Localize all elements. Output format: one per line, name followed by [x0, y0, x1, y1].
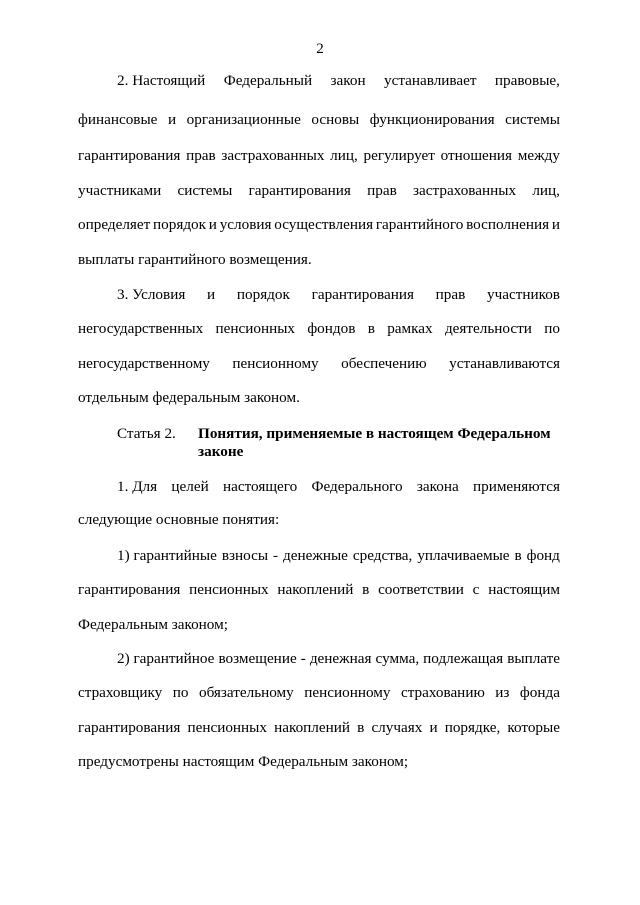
word: по [172, 684, 189, 701]
word: участников [486, 286, 560, 303]
article-title [198, 425, 568, 461]
word: фонд [526, 547, 560, 564]
word: подлежащая [423, 650, 504, 667]
word: страховщику [78, 684, 163, 701]
word: выплате [507, 650, 560, 667]
word: которые [507, 719, 560, 736]
item-2-line-3 [78, 719, 560, 737]
word: деятельности [444, 320, 532, 337]
word: участниками [78, 182, 162, 199]
word: соответствии [378, 581, 464, 598]
word: правовые, [494, 72, 560, 89]
word: денежная [309, 650, 372, 667]
word: возмещение [218, 650, 297, 667]
word: пенсионных [187, 719, 267, 736]
word: - [300, 650, 306, 667]
word: и [207, 286, 216, 303]
word: пенсионному [304, 684, 391, 701]
word: уплачиваемые [417, 547, 510, 564]
article-label: Статья 2. [117, 425, 176, 442]
word: настоящего [222, 478, 298, 495]
word: лиц, [532, 182, 560, 199]
word: по [544, 320, 560, 337]
word: сумма, [375, 650, 420, 667]
word: в [514, 547, 522, 564]
word: и [551, 216, 560, 233]
word: восполнения [466, 216, 550, 233]
word: отношения [440, 147, 513, 164]
word: 3. Условия [117, 286, 186, 303]
word: пенсионных [215, 320, 296, 337]
word: финансовые [78, 111, 158, 128]
word: закона [416, 478, 459, 495]
word: порядке, [444, 719, 501, 736]
word: закон [330, 72, 366, 89]
word: обязательному [198, 684, 294, 701]
paragraph-a2-1-line-2: следующие основные понятия: [78, 511, 280, 528]
word: целей [171, 478, 209, 495]
word: и [208, 216, 217, 233]
word: гарантирования [311, 286, 414, 303]
article-title-line-1: Понятия, применяемые в настоящем Федеральном [198, 425, 551, 442]
word: застрахованных [413, 182, 517, 199]
paragraph-3-line-1 [117, 286, 560, 304]
word: настоящим [488, 581, 560, 598]
word: пенсионных [189, 581, 269, 598]
word: гарантирования [78, 719, 181, 736]
word: с [472, 581, 480, 598]
word: между [517, 147, 560, 164]
word: прав [367, 182, 397, 199]
word: накоплений [274, 719, 351, 736]
word: гарантирования [248, 182, 351, 199]
word: негосударственных [78, 320, 204, 337]
paragraph-2-line-1 [117, 72, 560, 90]
word: Федерального [311, 478, 403, 495]
word: регулирует [363, 147, 435, 164]
word: функционирования [369, 111, 495, 128]
paragraph-2-line-6: выплаты гарантийного возмещения. [78, 251, 312, 268]
word: - [272, 547, 279, 564]
word: гарантийного [375, 216, 464, 233]
word: страхованию [400, 684, 485, 701]
paragraph-2-line-2 [78, 111, 560, 129]
word: организационные [186, 111, 301, 128]
word: пенсионному [232, 355, 319, 372]
item-2-line-2 [78, 684, 560, 702]
word: фонда [519, 684, 560, 701]
word: устанавливает [383, 72, 477, 89]
word: обеспечению [341, 355, 427, 372]
word: в [357, 719, 365, 736]
word: порядок [236, 286, 290, 303]
word: устанавливаются [449, 355, 560, 372]
word: Федеральный [223, 72, 313, 89]
word: осуществления [274, 216, 374, 233]
word: накоплений [277, 581, 354, 598]
word: из [495, 684, 510, 701]
word: гарантирования [78, 147, 181, 164]
article-title-line-2: законе [198, 443, 244, 460]
word: средства, [352, 547, 413, 564]
item-1-line-2 [78, 581, 560, 599]
word: и [429, 719, 438, 736]
paragraph-2-line-5 [78, 216, 560, 234]
item-1-line-1 [117, 547, 560, 565]
paragraph-3-line-2 [78, 320, 560, 338]
paragraph-2-line-3 [78, 147, 560, 165]
word: условия [219, 216, 272, 233]
word: порядок [153, 216, 207, 233]
word: в [367, 320, 375, 337]
paragraph-2-line-4 [78, 182, 560, 200]
item-1-line-3: Федеральным законом; [78, 616, 228, 633]
word: основы [311, 111, 360, 128]
word: и [167, 111, 177, 128]
word: определяет [78, 216, 151, 233]
word: взносы [221, 547, 269, 564]
word: 1. Для [117, 478, 158, 495]
word: применяются [472, 478, 560, 495]
word: системы [505, 111, 560, 128]
word: денежные [283, 547, 348, 564]
page-number: 2 [316, 41, 324, 57]
word: системы [177, 182, 233, 199]
paragraph-3-line-4: отдельным федеральным законом. [78, 389, 300, 406]
word: негосударственному [78, 355, 210, 372]
word: лиц, [330, 147, 358, 164]
word: гарантирования [78, 581, 181, 598]
word: фондов [307, 320, 356, 337]
paragraph-3-line-3 [78, 355, 560, 373]
word: рамках [387, 320, 433, 337]
paragraph-a2-1-line-1 [117, 478, 560, 496]
word: прав [186, 147, 216, 164]
word: 2. Настоящий [117, 72, 206, 89]
word: в [362, 581, 370, 598]
item-2-line-4: предусмотрены настоящим Федеральным законом; [78, 753, 409, 770]
word: 2) гарантийное [117, 650, 215, 667]
item-2-line-1 [117, 650, 560, 668]
word: застрахованных [221, 147, 325, 164]
word: 1) гарантийные [117, 547, 217, 564]
word: случаях [371, 719, 423, 736]
word: прав [435, 286, 466, 303]
